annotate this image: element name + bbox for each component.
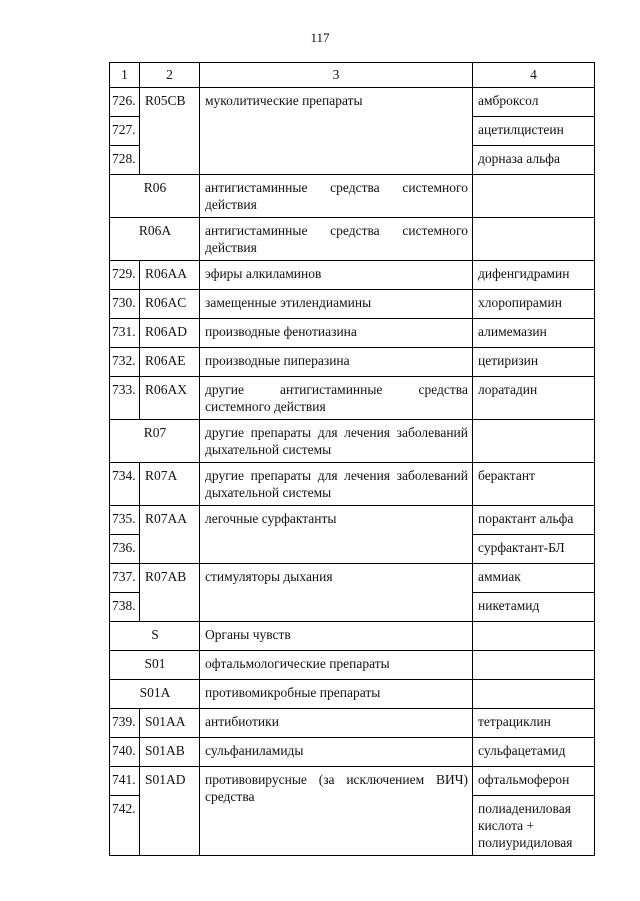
drug-name: дорназа альфа <box>473 146 595 175</box>
header-col-1: 1 <box>110 63 140 88</box>
row-number: 727. <box>110 117 140 146</box>
drug-name <box>473 651 595 680</box>
table-row <box>110 680 595 709</box>
drug-name: алимемазин <box>473 319 595 348</box>
row-number: 738. <box>110 593 140 622</box>
group-description: сульфаниламиды <box>200 738 473 767</box>
row-number: 731. <box>110 319 140 348</box>
atc-code: S01AB <box>140 738 200 767</box>
table-row <box>110 261 595 290</box>
drug-name <box>473 218 595 261</box>
drug-name: цетиризин <box>473 348 595 377</box>
drug-name <box>473 420 595 463</box>
group-description: антигистаминные средства системного действия <box>200 175 473 218</box>
drug-name: амброксол <box>473 88 595 117</box>
row-number: 736. <box>110 535 140 564</box>
atc-code: R07AA <box>140 506 200 564</box>
table-row <box>110 420 595 463</box>
table-row <box>110 506 595 535</box>
row-number: 742. <box>110 796 140 856</box>
row-number: 734. <box>110 463 140 506</box>
drug-name: аммиак <box>473 564 595 593</box>
group-description: производные пиперазина <box>200 348 473 377</box>
drug-name: тетрациклин <box>473 709 595 738</box>
table-row <box>110 377 595 420</box>
row-number: 729. <box>110 261 140 290</box>
atc-code: R06AC <box>140 290 200 319</box>
table-row <box>110 709 595 738</box>
table-row <box>110 463 595 506</box>
group-description: другие препараты для лечения заболеваний дыхательной системы <box>200 420 473 463</box>
drug-name <box>473 680 595 709</box>
group-description: другие препараты для лечения заболеваний дыхательной системы <box>200 463 473 506</box>
atc-code: S01 <box>110 651 200 680</box>
table-row <box>110 218 595 261</box>
group-description: производные фенотиазина <box>200 319 473 348</box>
table-row <box>110 290 595 319</box>
row-number: 726. <box>110 88 140 117</box>
atc-code: R06AA <box>140 261 200 290</box>
drug-name: сурфактант-БЛ <box>473 535 595 564</box>
row-number: 740. <box>110 738 140 767</box>
group-description: противовирусные (за исключением ВИЧ) средства <box>200 767 473 856</box>
table-row <box>110 319 595 348</box>
drug-name: дифенгидрамин <box>473 261 595 290</box>
drug-name: ацетилцистеин <box>473 117 595 146</box>
atc-code: S01AD <box>140 767 200 856</box>
row-number: 741. <box>110 767 140 796</box>
atc-code: S01AA <box>140 709 200 738</box>
group-description: антибиотики <box>200 709 473 738</box>
table-row <box>110 88 595 117</box>
medication-table <box>109 62 595 856</box>
group-description: антигистаминные средства системного действия <box>200 218 473 261</box>
table-row <box>110 348 595 377</box>
row-number: 735. <box>110 506 140 535</box>
table-row <box>110 767 595 796</box>
drug-name <box>473 175 595 218</box>
row-number: 733. <box>110 377 140 420</box>
drug-name <box>473 622 595 651</box>
table-row <box>110 651 595 680</box>
atc-code: S01A <box>110 680 200 709</box>
atc-code: R07A <box>140 463 200 506</box>
header-col-2: 2 <box>140 63 200 88</box>
group-description: легочные сурфактанты <box>200 506 473 564</box>
atc-code: R06AD <box>140 319 200 348</box>
group-description: муколитические препараты <box>200 88 473 175</box>
table-row <box>110 622 595 651</box>
table-row <box>110 738 595 767</box>
table-row <box>110 175 595 218</box>
page-number: 117 <box>310 30 330 45</box>
drug-name: берактант <box>473 463 595 506</box>
group-description: замещенные этилендиамины <box>200 290 473 319</box>
atc-code: R06AE <box>140 348 200 377</box>
atc-code: R05CB <box>140 88 200 175</box>
drug-name: лоратадин <box>473 377 595 420</box>
drug-name: полиадениловая кислота + полиуридиловая <box>473 796 595 856</box>
row-number: 739. <box>110 709 140 738</box>
drug-name: хлоропирамин <box>473 290 595 319</box>
atc-code: R06AX <box>140 377 200 420</box>
group-description: офтальмологические препараты <box>200 651 473 680</box>
atc-code: R06 <box>110 175 200 218</box>
atc-code: R07AB <box>140 564 200 622</box>
table-header-row <box>110 63 595 88</box>
header-col-3: 3 <box>200 63 473 88</box>
row-number: 732. <box>110 348 140 377</box>
atc-code: S <box>110 622 200 651</box>
row-number: 730. <box>110 290 140 319</box>
group-description: стимуляторы дыхания <box>200 564 473 622</box>
atc-code: R07 <box>110 420 200 463</box>
drug-name: офтальмоферон <box>473 767 595 796</box>
drug-name: никетамид <box>473 593 595 622</box>
table-row <box>110 564 595 593</box>
group-description: Органы чувств <box>200 622 473 651</box>
drug-name: порактант альфа <box>473 506 595 535</box>
header-col-4: 4 <box>473 63 595 88</box>
group-description: противомикробные препараты <box>200 680 473 709</box>
group-description: эфиры алкиламинов <box>200 261 473 290</box>
row-number: 737. <box>110 564 140 593</box>
group-description: другие антигистаминные средства системного действия <box>200 377 473 420</box>
drug-name: сульфацетамид <box>473 738 595 767</box>
row-number: 728. <box>110 146 140 175</box>
atc-code: R06A <box>110 218 200 261</box>
